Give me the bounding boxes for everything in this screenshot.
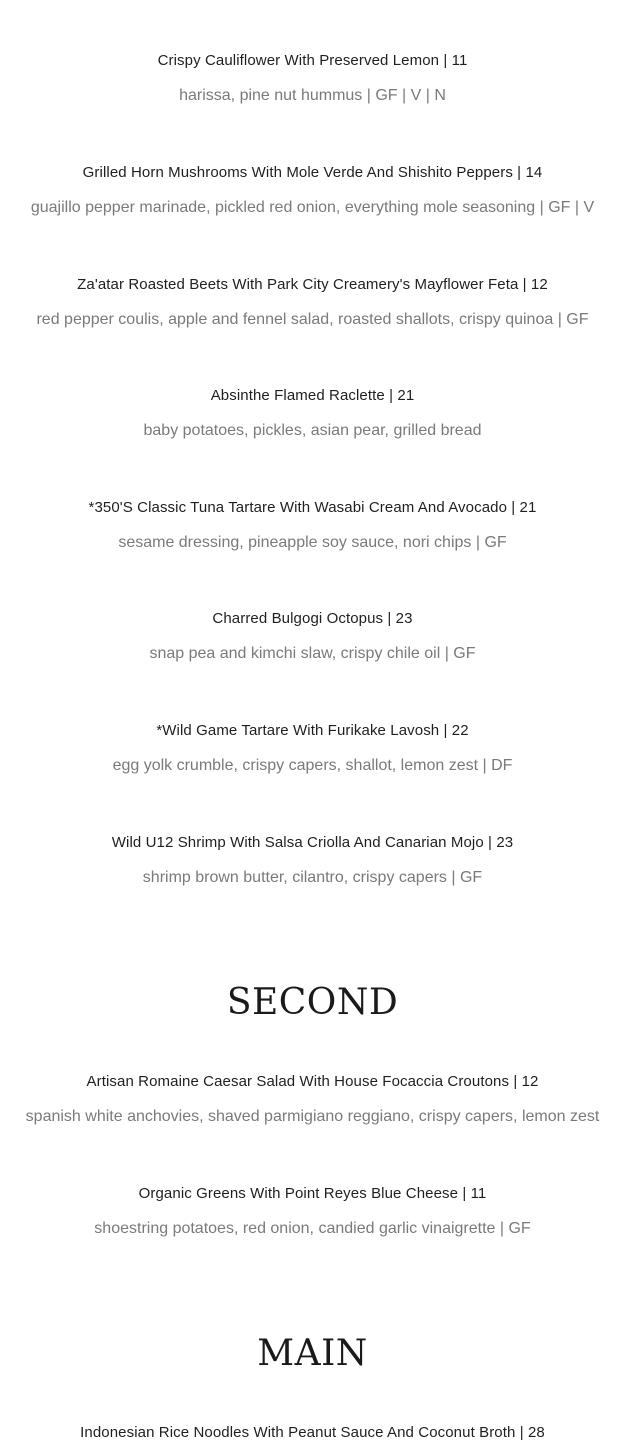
menu-item — [0, 721, 625, 776]
menu-item-description: baby potatoes, pickles, asian pear, grilled bread — [143, 422, 482, 439]
menu-item-title: Indonesian Rice Noodles With Peanut Sauce And Coconut Broth | 28 — [80, 1424, 545, 1441]
menu-item-title: Crispy Cauliflower With Preserved Lemon | 11 — [157, 52, 468, 69]
menu-item-title: Grilled Horn Mushrooms With Mole Verde And Shishito Peppers | 14 — [82, 164, 543, 181]
menu-item-title: Charred Bulgogi Octopus | 23 — [212, 610, 413, 627]
menu-item-description: snap pea and kimchi slaw, crispy chile oil | GF — [149, 645, 476, 662]
menu-item — [0, 833, 625, 888]
menu-item-title: Artisan Romaine Caesar Salad With House Focaccia Croutons | 12 — [86, 1073, 539, 1090]
menu-item-description: harissa, pine nut hummus | GF | V | N — [179, 87, 446, 104]
menu-item — [0, 609, 625, 664]
menu-item-title: Za'atar Roasted Beets With Park City Creamery's Mayflower Feta | 12 — [77, 276, 548, 293]
menu-item-description: spanish white anchovies, shaved parmigiano reggiano, crispy capers, lemon zest — [25, 1108, 600, 1125]
menu-item — [0, 498, 625, 553]
menu-item — [0, 163, 625, 218]
menu-item-description: sesame dressing, pineapple soy sauce, nori chips | GF — [118, 534, 507, 551]
menu-item-description: shrimp brown butter, cilantro, crispy capers | GF — [142, 869, 483, 886]
menu-item-description: egg yolk crumble, crispy capers, shallot, lemon zest | DF — [112, 757, 513, 774]
menu-item — [0, 51, 625, 106]
menu-item — [0, 386, 625, 441]
menu-item-description: shoestring potatoes, red onion, candied garlic vinaigrette | GF — [94, 1220, 531, 1237]
menu-item — [0, 1423, 625, 1443]
menu-item — [0, 1184, 625, 1239]
section-heading-second: SECOND — [226, 982, 399, 1023]
menu-item-title: *350'S Classic Tuna Tartare With Wasabi Cream And Avocado | 21 — [88, 499, 537, 516]
menu-item — [0, 275, 625, 330]
menu-item-description: red pepper coulis, apple and fennel salad, roasted shallots, crispy quinoa | GF — [36, 311, 589, 328]
menu-item-description: guajillo pepper marinade, pickled red onion, everything mole seasoning | GF | V — [30, 199, 595, 216]
menu-item — [0, 1072, 625, 1127]
menu-item-title: Wild U12 Shrimp With Salsa Criolla And Canarian Mojo | 23 — [111, 834, 514, 851]
section-heading-main: MAIN — [257, 1333, 368, 1374]
menu-item-title: Absinthe Flamed Raclette | 21 — [210, 387, 415, 404]
menu-item-title: *Wild Game Tartare With Furikake Lavosh | 22 — [156, 722, 469, 739]
menu-item-title: Organic Greens With Point Reyes Blue Cheese | 11 — [138, 1185, 487, 1202]
